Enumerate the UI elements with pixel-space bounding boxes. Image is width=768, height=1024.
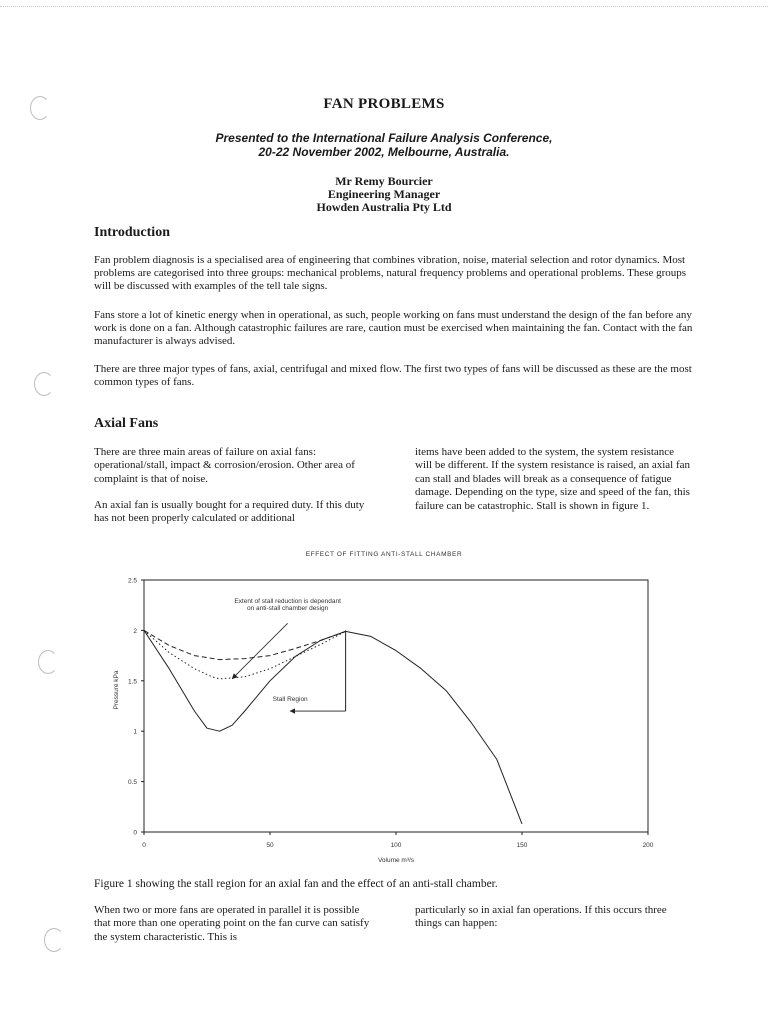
intro-paragraph: There are three major types of fans, axial, centrifugal and mixed flow. The first two types of fans will be discussed as these are the most common types of fans. [94, 363, 692, 389]
axial-left-paragraph: An axial fan is usually bought for a required duty. If this duty has not been properly calculated or additional [94, 499, 365, 525]
punch-hole-mark [44, 928, 64, 952]
author-block [0, 175, 768, 214]
series-line-dotted [144, 630, 346, 678]
conference-subtitle [0, 131, 768, 159]
intro-paragraph: Fans store a lot of kinetic energy when in operational, as such, people working on fans must understand the design of the fan before any work is done on a fan. Although catastrophic failures are rare, caution must be exercised when maintaining the fan. Contact with the fan manufacturer is always advised. [94, 309, 693, 348]
annotation-text: on anti-stall chamber design [246, 605, 329, 613]
page-title: FAN PROBLEMS [323, 96, 445, 112]
x-tick-label: 150 [516, 842, 528, 849]
scan-top-edge [0, 6, 768, 7]
author-role: Engineering Manager [327, 187, 441, 201]
x-tick-label: 100 [390, 842, 402, 849]
x-tick-label: 0 [142, 842, 146, 849]
annotation-text: Extent of stall reduction is dependant [234, 598, 341, 606]
punch-hole-mark [34, 372, 54, 396]
bottom-right-paragraph: particularly so in axial fan operations. If this occurs three things can happen: [415, 904, 667, 930]
heading-introduction: Introduction [94, 225, 170, 240]
annotation-arrow [232, 623, 287, 678]
chart-title: EFFECT OF FITTING ANTI-STALL CHAMBER [305, 551, 463, 558]
subtitle-line: Presented to the International Failure Analysis Conference, [215, 131, 553, 145]
axial-left-paragraph: There are three main areas of failure on axial fans: operational/stall, impact & corrosion/erosion. Other area of complaint is that of noise. [94, 446, 355, 485]
axial-right-paragraph: items have been added to the system, the system resistance will be different. If the system resistance is raised, an axial fan can stall and blades will break as a consequence of fatigue damage. Depending on the type, size and speed of the fan, this failure can be catastrophic. Stall is shown in figure 1. [415, 446, 691, 512]
x-axis-label: Volume m³/s [377, 857, 415, 864]
subtitle-line: 20-22 November 2002, Melbourne, Australia. [258, 145, 510, 159]
pressure-volume-chart [0, 560, 768, 872]
series-line-dashed [144, 630, 346, 659]
y-tick-label: 1.5 [127, 678, 137, 686]
author-name: Mr Remy Bourcier [335, 174, 433, 188]
y-tick-label: 0 [133, 829, 137, 837]
plot-frame [144, 580, 648, 832]
author-company: Howden Australia Pty Ltd [316, 200, 452, 214]
heading-axial-fans: Axial Fans [94, 416, 159, 431]
y-axis-label: Pressure kPa [113, 670, 120, 710]
y-tick-label: 0.5 [127, 779, 137, 787]
y-tick-label: 2.5 [127, 577, 137, 585]
series-line-solid [144, 630, 522, 824]
y-tick-label: 2 [133, 627, 137, 635]
annotation-text: Stall Region [272, 695, 308, 703]
bottom-left-paragraph: When two or more fans are operated in parallel it is possible that more than one operating point on the fan curve can satisfy the system characteristic. This is [94, 904, 370, 943]
x-tick-label: 50 [266, 842, 274, 849]
y-tick-label: 1 [133, 728, 137, 736]
x-tick-label: 200 [642, 842, 654, 849]
figure-caption: Figure 1 showing the stall region for an axial fan and the effect of an anti-stall chamber. [94, 878, 498, 890]
intro-paragraph: Fan problem diagnosis is a specialised area of engineering that combines vibration, noise, material selection and rotor dynamics. Most problems are categorised into three groups: mechanical problems, natural frequency problems and operational problems. These groups will be discussed with examples of the tell tale signs. [94, 254, 687, 293]
